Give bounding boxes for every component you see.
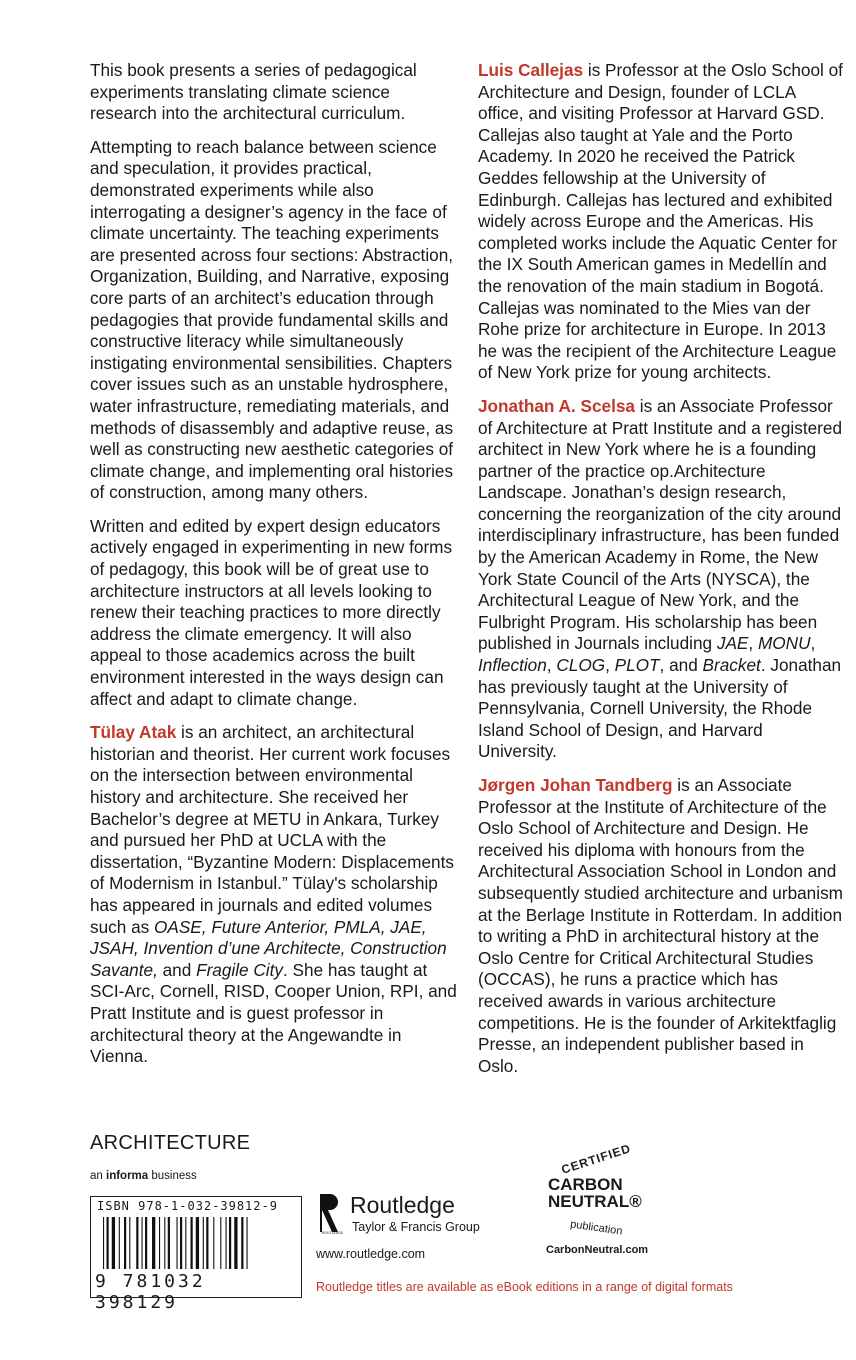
bio-tandberg: Jørgen Johan Tandberg is an Associate Professor at the Institute of Architecture of the Oslo School of Architecture and Design. He received his diploma with honours from the Architectural Association School in London and subsequently studied architecture and urbanism at the Berlage Institute in Rotterdam. In addition to writing a PhD in architectural history at the Oslo Centre for Critical Architectural Studies (OCCAS), he runs a practice which has received awards in various architecture competitions. He is the founder of Arkitektfaglig Presse, an independent publisher based in Oslo. — [478, 775, 843, 1076]
cn-certified: CERTIFIED — [559, 1141, 633, 1177]
isbn-barcode — [90, 1196, 302, 1313]
ebook-note: Routledge titles are available as eBook editions in a range of digital formats — [316, 1280, 733, 1294]
subject-category: ARCHITECTURE — [90, 1132, 251, 1154]
bio-atak-name: Tülay Atak — [90, 722, 177, 743]
left-column — [90, 60, 458, 1080]
barcode-digits: 9 781032 398129 — [95, 1271, 206, 1313]
blurb-intro: This book presents a series of pedagogical experiments translating climate science research into the architectural curriculum. — [90, 60, 417, 124]
bio-callejas-name: Luis Callejas — [478, 60, 584, 80]
publisher-name: Routledge — [350, 1192, 455, 1218]
informa-tagline: an informa business — [90, 1170, 197, 1182]
bio-scelsa-name: Jonathan A. Scelsa — [478, 395, 635, 416]
routledge-mark-text: ROUTLEDGE — [322, 1231, 343, 1235]
barcode-bars — [103, 1217, 293, 1269]
routledge-mark-icon — [316, 1190, 344, 1236]
cn-url: CarbonNeutral.com — [546, 1244, 649, 1256]
routledge-logo — [316, 1190, 516, 1238]
blurb-audience: Written and edited by expert design educators actively engaged in experimenting in new forms of pedagogy, this book will be of great use to architecture instructors at all levels looking to renew their teaching practices to more directly address the climate emergency. It will also appeal to those academics across the built environment interested in the ways design can affect and adapt to climate change. — [90, 515, 453, 709]
isbn-number: ISBN 978-1-032-39812-9 — [97, 1199, 278, 1213]
bio-scelsa: Jonathan A. Scelsa is an Associate Professor of Architecture at Pratt Institute and a registered architect in New York where he is a founding partner of the practice op.Architecture Landscape. Jonathan’s design research, concerning the reorganization of the city around interdisciplinary infrastructure, has been funded by the American Academy in Rome, the New York State Council of the Arts (NYSCA), the Architectural League of New York, and the Fulbright Program. His scholarship has been published in Journals including JAE, MONU, Inflection, CLOG, PLOT, and Bracket. Jonathan has previously taught at the University of Pennsylvania, Cornell University, the Rhode Island School of Design, and Harvard University. — [478, 395, 842, 762]
right-column — [478, 60, 844, 1089]
publisher-group: Taylor & Francis Group — [352, 1220, 480, 1234]
cn-publication: publication — [569, 1218, 624, 1238]
publisher-url: www.routledge.com — [316, 1247, 426, 1261]
bio-atak: Tülay Atak is an architect, an architectural historian and theorist. Her current work focuses on the intersection between environmental history and architecture. She received her Bachelor’s degree at METU in Ankara, Turkey and pursued her PhD at UCLA with the dissertation, “Byzantine Modern: Displacements of Modernism in Istanbul.” Tülay's scholarship has appeared in journals and edited volumes such as OASE, Future Anterior, PMLA, JAE, JSAH, Invention d’une Architecte, Construction Savante, and Fragile City. She has taught at SCI-Arc, Cornell, RISD, Cooper Union, RPI, and Pratt Institute and is guest professor in architectural theory at the Angewandte in Vienna. — [90, 722, 457, 1067]
bio-callejas: Luis Callejas is Professor at the Oslo School of Architecture and Design, founder of LCLA office, and visiting Professor at Harvard GSD. Callejas also taught at Yale and the Porto Academy. In 2020 he received the Patrick Geddes fellowship at the University of Edinburgh. Callejas has lectured and exhibited widely across Europe and the Americas. His completed works include the Aquatic Center for the IX South American games in Medellín and the renovation of the main stadium in Bogotá. Callejas was nominated to the Mies van der Rohe prize for architecture in Europe. In 2013 he was the recipient of the Architecture League of New York prize for young architects. — [478, 60, 843, 383]
carbon-neutral-badge — [540, 1141, 670, 1260]
cn-title: CARBON NEUTRAL® — [548, 1175, 642, 1211]
bio-tandberg-name: Jørgen Johan Tandberg — [478, 775, 673, 795]
blurb-description: Attempting to reach balance between science and speculation, it provides practical, demonstrated experiments while also interrogating a designer’s agency in the face of climate uncertainty. The teaching experiments are presented across four sections: Abstraction, Organization, Building, and Narrative, exposing core parts of an architect’s education through pedagogies that provide fundamental skills and constructive literacy while simultaneously instigating environmental sensibilities. Chapters cover issues such as an unstable hydrosphere, water infrastructure, remediating materials, and methods of disassembly and adaptive reuse, as well as constructing new aesthetic categories of climate change, and implementing oral histories of construction, among many others. — [90, 136, 454, 503]
